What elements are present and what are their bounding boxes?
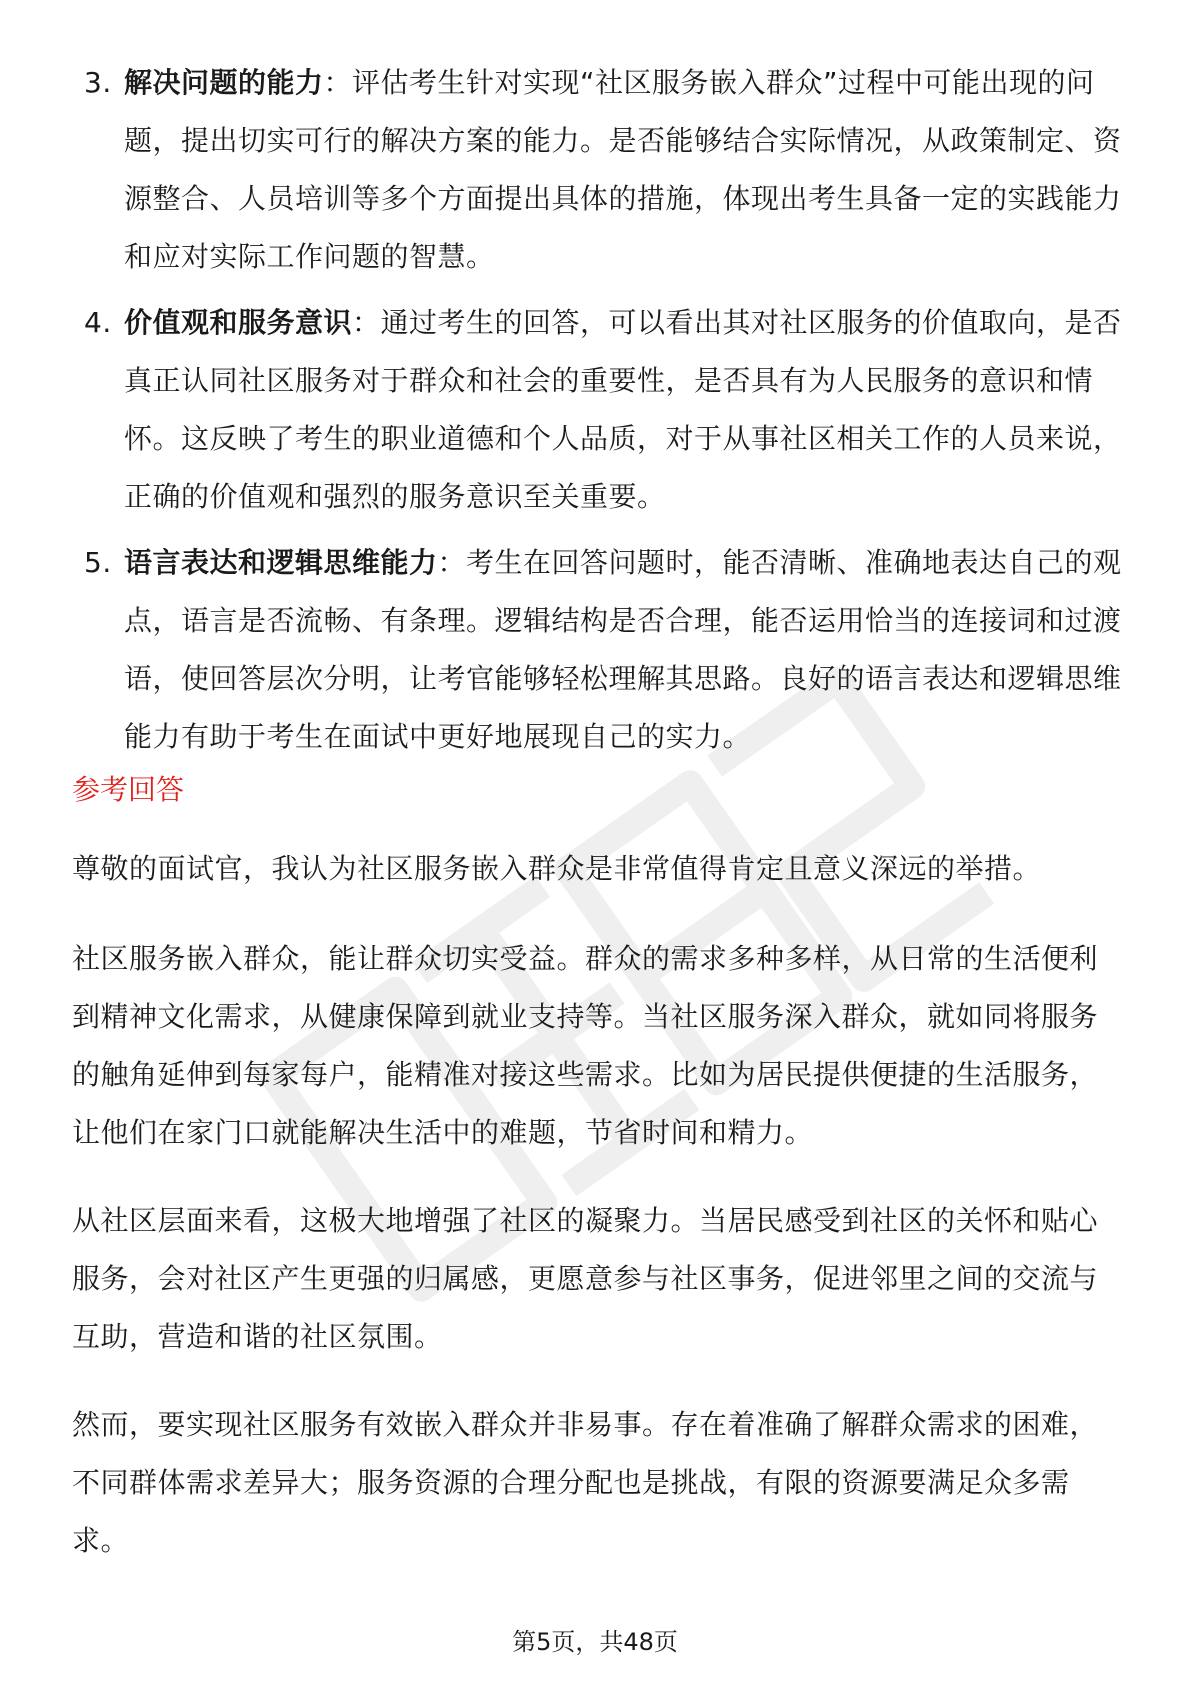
criteria-item-values-service [72,294,1122,526]
criteria-number: 4. [84,306,112,339]
criteria-item-problem-solving [72,54,1122,286]
criteria-text: ：考生在回答问题时，能否清晰、准确地表达自己的观点，语言是否流畅、有条理。逻辑结构是否合理，能否运用恰当的连接词和过渡语，使回答层次分明，让考官能够轻松理解其思路。良好的语言表达和逻辑思维能力有助于考生在面试中更好地展现自己的实力。 [124,546,1122,753]
criteria-number: 5. [84,546,112,579]
evaluation-criteria-list [72,54,1122,774]
reference-answer-body [72,840,1122,1600]
criteria-number: 3. [84,66,112,99]
reference-answer-heading: 参考回答 [72,773,185,806]
criteria-text: ：通过考生的回答，可以看出其对社区服务的价值取向，是否真正认同社区服务对于群众和社会的重要性，是否具有为人民服务的意识和情怀。这反映了考生的职业道德和个人品质，对于从事社区相关工作的人员来说，正确的价值观和强烈的服务意识至关重要。 [124,306,1122,513]
criteria-title: 语言表达和逻辑思维能力 [124,546,438,579]
criteria-title: 价值观和服务意识 [124,306,353,339]
answer-paragraph: 社区服务嵌入群众，能让群众切实受益。群众的需求多种多样，从日常的生活便利到精神文化需求，从健康保障到就业支持等。当社区服务深入群众，就如同将服务的触角延伸到每家每户，能精准对接这些需求。比如为居民提供便捷的生活服务，让他们在家门口就能解决生活中的难题，节省时间和精力。 [72,942,1099,1149]
answer-paragraph: 然而，要实现社区服务有效嵌入群众并非易事。存在着准确了解群众需求的困难，不同群体需求差异大；服务资源的合理分配也是挑战，有限的资源要满足众多需求。 [72,1408,1099,1557]
criteria-title: 解决问题的能力 [124,66,324,99]
page-number-footer: 第5页，共48页 [512,1628,678,1656]
answer-paragraph: 从社区层面来看，这极大地增强了社区的凝聚力。当居民感受到社区的关怀和贴心服务，会对社区产生更强的归属感，更愿意参与社区事务，促进邻里之间的交流与互助，营造和谐的社区氛围。 [72,1204,1099,1353]
criteria-item-language-logic [72,534,1122,766]
criteria-text: ：评估考生针对实现“社区服务嵌入群众”过程中可能出现的问题，提出切实可行的解决方案的能力。是否能够结合实际情况，从政策制定、资源整合、人员培训等多个方面提出具体的措施，体现出考生具备一定的实践能力和应对实际工作问题的智慧。 [124,66,1122,273]
answer-paragraph: 尊敬的面试官，我认为社区服务嵌入群众是非常值得肯定且意义深远的举措。 [72,852,1042,885]
